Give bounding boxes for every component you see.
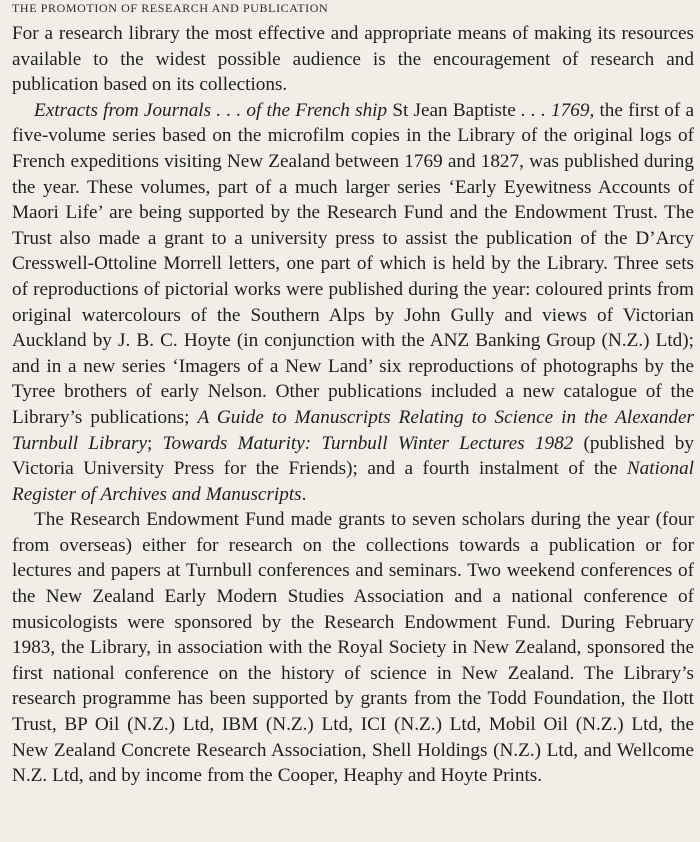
paragraph-publications [12,98,694,508]
publications-text-4: . [301,483,307,505]
running-header: THE PROMOTION OF RESEARCH AND PUBLICATION [12,1,329,15]
paragraph-endowment-fund: The Research Endowment Fund made grants to seven scholars during the year (four from overseas) either for research on the collections towards a publication or for lectures and papers at Turnbull conferences and seminars. Two weekend conferences of the New Zealand Early Modern Studies Association and a national conference of musicologists were sponsored by the Research Endowment Fund. During February 1983, the Library, in association with the Royal Society in New Zealand, sponsored the first national conference on the history of science in New Zealand. The Library’s research programme has been supported by grants from the Todd Foundation, the Ilott Trust, BP Oil (N.Z.) Ltd, IBM (N.Z.) Ltd, ICI (N.Z.) Ltd, Mobil Oil (N.Z.) Ltd, the New Zealand Concrete Research Association, Shell Holdings (N.Z.) Ltd, and Wellcome N.Z. Ltd, and by income from the Cooper, Heaphy and Hoyte Prints. [12,509,694,787]
journal-title-part1: Extracts from Journals . . . of the French ship [34,99,388,121]
ship-name: St Jean Baptiste [387,99,516,121]
register-title: National Register of Archives and Manuscripts [12,458,694,505]
journal-title-part2: . . . 1769 [515,99,590,121]
paragraph-intro: For a research library the most effective and appropriate means of making its resources available to the widest possible audience is the encouragement of research and publication based on its collections. [12,23,694,96]
document-page [12,0,694,789]
publications-text-3: (published by Victoria University Press for the Friends); and a fourth instalment of the [12,432,694,480]
publications-text-1: , the first of a five-volume series based on the microfilm copies in the Library of the original logs of French expeditions visiting New Zealand between 1769 and 1827, was published during the year. These volumes, part of a much larger series ‘Early Eyewitness Accounts of Maori Life’ are being supported by the Research Fund and the Endowment Trust. The Trust also made a grant to a university press to assist the publication of the D’Arcy Cresswell-Ottoline Morrell letters, one part of which is held by the Library. Three sets of reproductions of pictorial works were published during the year: coloured prints from original watercolours of the Southern Alps by John Gully and views of Victorian Auckland by J. B. C. Hoyte (in conjunction with the ANZ Banking Group (N.Z.) Ltd); and in a new series ‘Imagers of a New Land’ six reproductions of photographs by the Tyree brothers of early Nelson. Other publications included a new catalogue of the Library’s publications; [12,99,694,428]
lectures-title: Towards Maturity: Turnbull Winter Lectures 1982 [162,432,574,454]
guide-title: A Guide to Manuscripts Relating to Science in the Alexander Turnbull Library [12,406,694,454]
publications-text-2: ; [147,432,163,454]
